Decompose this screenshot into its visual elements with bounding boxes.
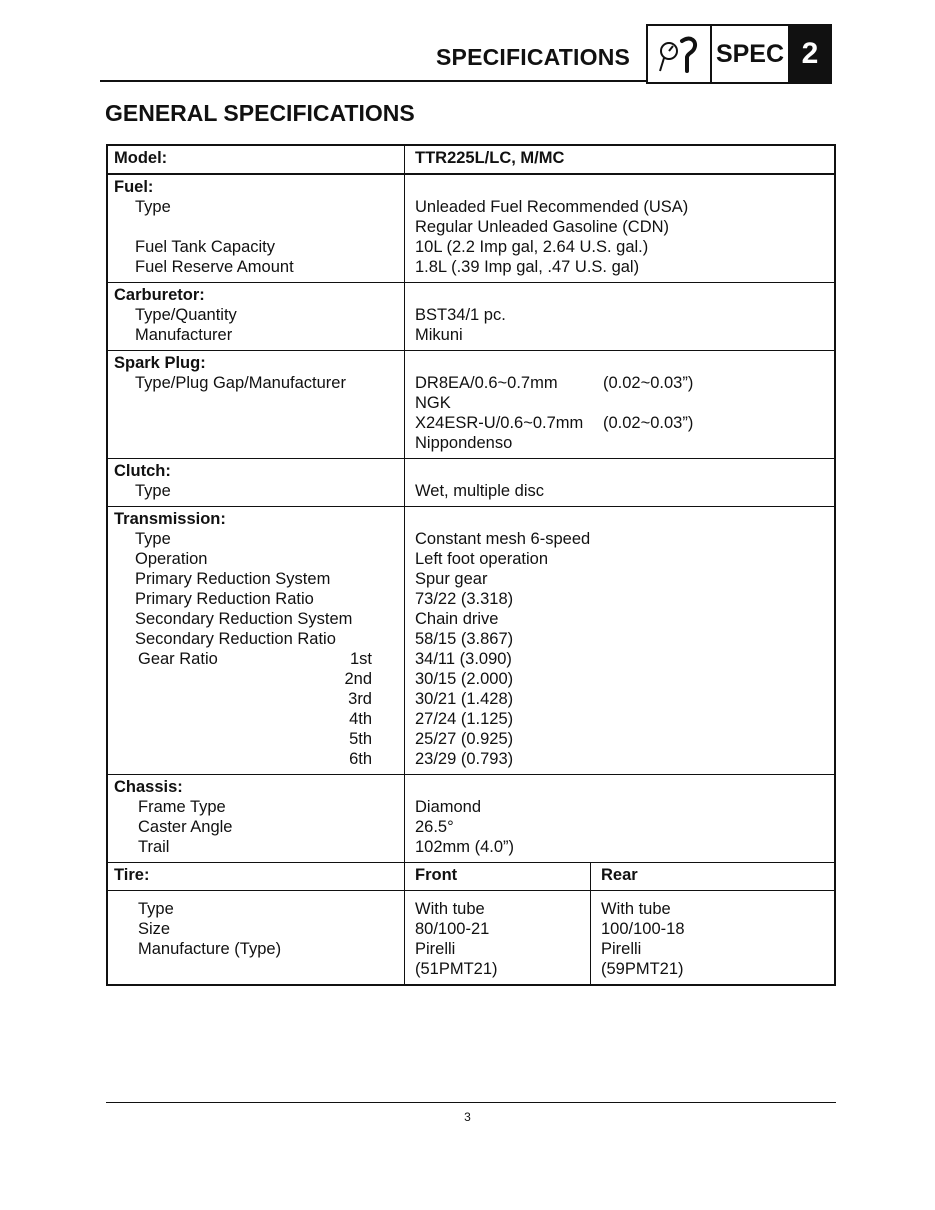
transmission-label: Primary Reduction Ratio [135, 590, 314, 608]
fuel-type-value-usa: Unleaded Fuel Recommended (USA) [415, 198, 689, 216]
gear-ratio-label: Gear Ratio [138, 650, 218, 668]
transmission-label: Primary Reduction System [135, 570, 331, 588]
gear-ratio-value: 34/11 (3.090) [415, 650, 512, 668]
page-number: 3 [464, 1110, 471, 1124]
gear-ratio-value: 30/15 (2.000) [415, 670, 514, 688]
carburetor-row [108, 283, 834, 351]
spark-plug-title: Spark Plug: [114, 354, 206, 372]
chassis-title: Chassis: [114, 778, 183, 796]
footer-rule [106, 1102, 836, 1103]
chassis-value: Diamond [415, 798, 482, 816]
transmission-value: 73/22 (3.318) [415, 590, 514, 608]
tire-rear-header: Rear [601, 866, 638, 884]
fuel-tank-value: 10L (2.2 Imp gal, 2.64 U.S. gal.) [415, 238, 649, 256]
tire-front-value: 80/100-21 [415, 920, 490, 938]
gear-number: 1st [349, 650, 372, 668]
tab-label: SPEC [710, 24, 788, 84]
gear-number: 2nd [344, 670, 372, 688]
transmission-row [108, 507, 834, 775]
fuel-row [108, 175, 834, 283]
gear-number: 3rd [348, 690, 372, 708]
chassis-value: 102mm (4.0”) [415, 838, 515, 856]
tire-rear-value: 100/100-18 [601, 920, 685, 938]
transmission-title: Transmission: [114, 510, 226, 528]
carburetor-mfr-label: Manufacturer [135, 326, 233, 344]
tab-number: 2 [788, 24, 832, 84]
tire-rear-type-code: (59PMT21) [601, 960, 684, 978]
fuel-reserve-label: Fuel Reserve Amount [135, 258, 294, 276]
tire-label: Size [138, 920, 171, 938]
tire-body-row [108, 891, 834, 984]
carburetor-mfr-value: Mikuni [415, 326, 463, 344]
spark-plug-1-mfr: NGK [415, 394, 451, 412]
gear-ratio-value: 27/24 (1.125) [415, 710, 514, 728]
clutch-title: Clutch: [114, 462, 171, 480]
clutch-type-label: Type [135, 482, 171, 500]
transmission-label: Secondary Reduction System [135, 610, 353, 628]
transmission-value: Constant mesh 6-speed [415, 530, 591, 548]
transmission-value: Chain drive [415, 610, 499, 628]
spark-plug-label: Type/Plug Gap/Manufacturer [135, 374, 346, 392]
chassis-value: 26.5° [415, 818, 454, 836]
tool-icon [654, 31, 704, 77]
fuel-title: Fuel: [114, 178, 154, 196]
clutch-row [108, 459, 834, 507]
tire-front-header: Front [415, 866, 458, 884]
spark-plug-2-inch: (0.02~0.03”) [603, 414, 694, 432]
transmission-value: 58/15 (3.867) [415, 630, 514, 648]
carburetor-type-label: Type/Quantity [135, 306, 237, 324]
tire-header-row [108, 863, 834, 891]
section-title: GENERAL SPECIFICATIONS [105, 100, 415, 126]
model-value: TTR225L/LC, M/MC [415, 149, 565, 167]
fuel-tank-label: Fuel Tank Capacity [135, 238, 276, 256]
transmission-label: Operation [135, 550, 208, 568]
tire-front-type-code: (51PMT21) [415, 960, 498, 978]
tire-front-value: Pirelli [415, 940, 456, 958]
gear-ratio-value: 25/27 (0.925) [415, 730, 514, 748]
spec-table [106, 144, 836, 986]
spark-plug-1-value: DR8EA/0.6~0.7mm [415, 374, 558, 392]
gear-number: 5th [349, 730, 372, 748]
gear-ratio-value: 30/21 (1.428) [415, 690, 514, 708]
tire-front-value: With tube [415, 900, 485, 918]
transmission-label: Secondary Reduction Ratio [135, 630, 336, 648]
chassis-label: Caster Angle [138, 818, 233, 836]
gear-number: 6th [349, 750, 372, 768]
carburetor-title: Carburetor: [114, 286, 205, 304]
fuel-type-label: Type [135, 198, 171, 216]
tire-title: Tire: [114, 866, 150, 884]
chapter-tab [646, 24, 832, 82]
tire-label: Manufacture (Type) [138, 940, 282, 958]
spark-plug-2-mfr: Nippondenso [415, 434, 513, 452]
transmission-label: Type [135, 530, 171, 548]
model-row [108, 146, 834, 175]
spark-plug-row [108, 351, 834, 459]
model-label: Model: [114, 149, 168, 167]
spark-plug-2-value: X24ESR-U/0.6~0.7mm [415, 414, 584, 432]
tire-rear-value: With tube [601, 900, 671, 918]
gear-number: 4th [349, 710, 372, 728]
tab-icon-box [646, 24, 710, 84]
chassis-label: Trail [138, 838, 170, 856]
tire-rear-value: Pirelli [601, 940, 642, 958]
transmission-value: Left foot operation [415, 550, 549, 568]
fuel-type-value-cdn: Regular Unleaded Gasoline (CDN) [415, 218, 670, 236]
chassis-label: Frame Type [138, 798, 226, 816]
chassis-row [108, 775, 834, 863]
carburetor-type-value: BST34/1 pc. [415, 306, 506, 324]
header-rule [100, 80, 647, 82]
fuel-reserve-value: 1.8L (.39 Imp gal, .47 U.S. gal) [415, 258, 640, 276]
transmission-value: Spur gear [415, 570, 488, 588]
gear-ratio-value: 23/29 (0.793) [415, 750, 514, 768]
clutch-type-value: Wet, multiple disc [415, 482, 544, 500]
page-header-title: SPECIFICATIONS [436, 44, 631, 70]
spark-plug-1-inch: (0.02~0.03”) [603, 374, 694, 392]
tire-label: Type [138, 900, 174, 918]
